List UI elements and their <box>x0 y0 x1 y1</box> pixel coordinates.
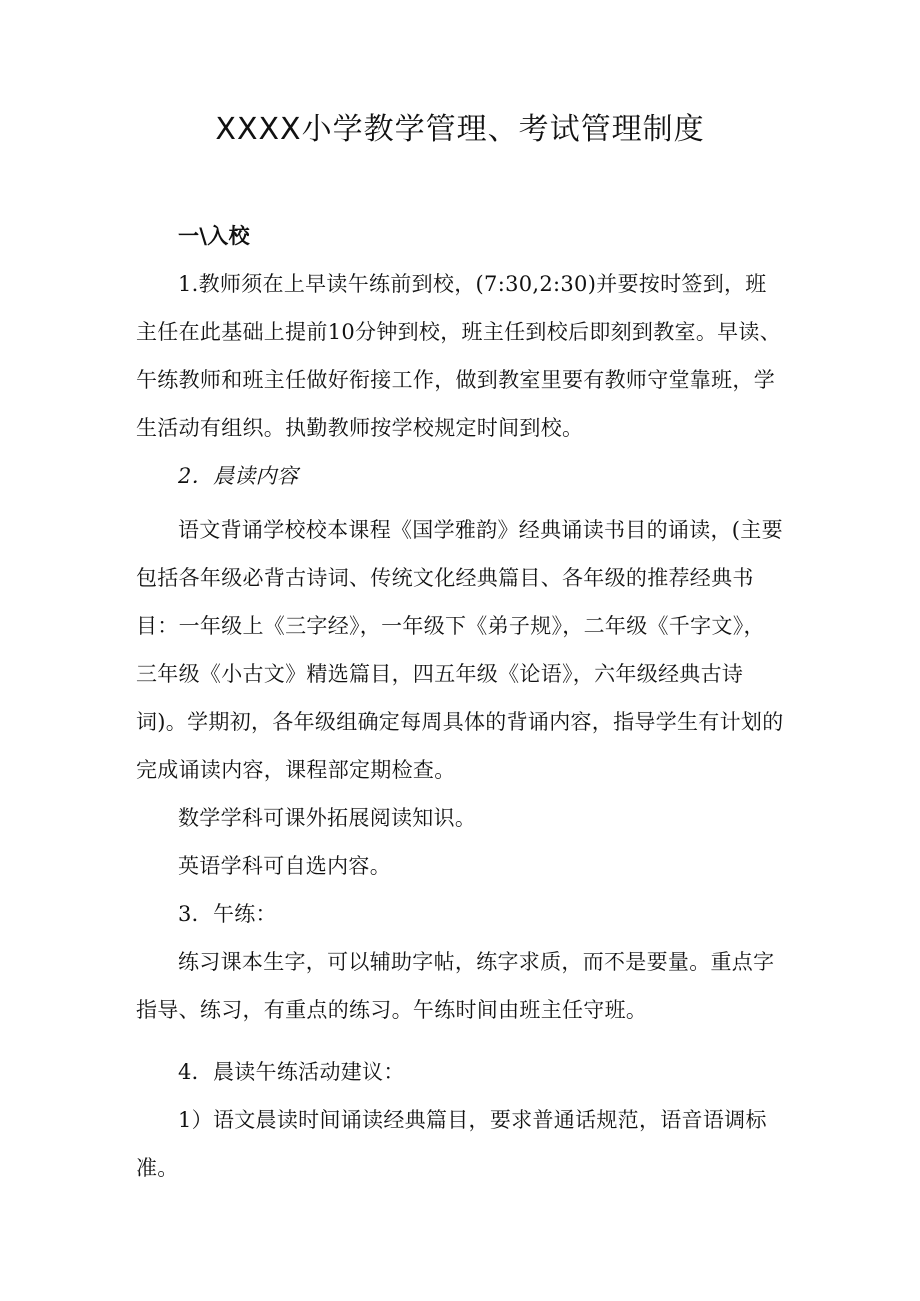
subheading-noon-practice: 3．午练： <box>178 902 277 926</box>
paragraph-morning-reading-english: 英语学科可自选内容。 <box>178 854 391 878</box>
subheading-morning-reading: 2．晨读内容 <box>178 464 299 488</box>
paragraph-suggestion-1: 1）语文晨读时间诵读经典篇目，要求普通话规范，语音语调标准。 <box>136 1108 767 1180</box>
document-title: XXXX小学教学管理、考试管理制度 <box>215 112 705 147</box>
section-heading-arrival: 一\入校 <box>178 223 250 248</box>
paragraph-morning-reading-chinese: 语文背诵学校校本课程《国学雅韵》经典诵读书目的诵读，(主要包括各年级必背古诗词、传统文化经典篇目、各年级的推荐经典书目：一年级上《三字经》，一年级下《弟子规》，二年级《千字文》，三年级《小古文》精选篇目，四五年级《论语》，六年级经典古诗词)。学期初，各年级组确定每周具体的背诵内容，指导学生有计划的完成诵读内容，课程部定期检查。 <box>136 518 784 782</box>
paragraph-noon-practice: 练习课本生字，可以辅助字帖，练字求质，而不是要量。重点字指导、练习，有重点的练习。午练时间由班主任守班。 <box>136 950 775 1022</box>
paragraph-arrival-time: 1.教师须在上早读午练前到校，(7:30,2:30)并要按时签到，班主任在此基础上提前10分钟到校，班主任到校后即刻到教室。早读、午练教师和班主任做好衔接工作，做到教室里要有教师守堂靠班，学生活动有组织。执勤教师按学校规定时间到校。 <box>136 272 782 440</box>
subheading-activity-suggestions: 4．晨读午练活动建议： <box>178 1060 405 1084</box>
paragraph-morning-reading-math: 数学学科可课外拓展阅读知识。 <box>178 806 477 830</box>
document-body <box>136 212 786 1192</box>
